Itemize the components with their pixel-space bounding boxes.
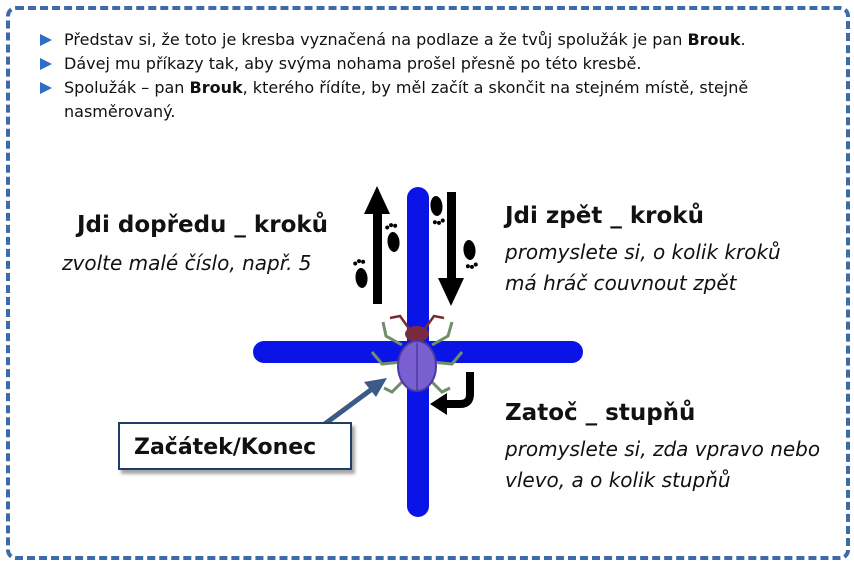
backward-command-hint-line1: promyslete si, o kolik kroků bbox=[505, 240, 781, 264]
instruction-text: Spolužák – pan bbox=[64, 78, 190, 97]
instruction-text: Představ si, že toto je kresba vyznačená na podlaze a že tvůj spolužák je pan bbox=[64, 30, 688, 49]
start-end-label: Začátek/Konec bbox=[134, 435, 317, 460]
turn-command-hint-line2: vlevo, a o kolik stupňů bbox=[505, 468, 731, 492]
instruction-text: Dávej mu příkazy tak, aby svýma nohama prošel přesně po této kresbě. bbox=[64, 54, 642, 73]
forward-arrow-icon bbox=[364, 186, 390, 304]
backward-command-title: Jdi zpět _ kroků bbox=[505, 203, 704, 229]
instruction-bold: Brouk bbox=[189, 78, 243, 97]
backward-command-hint-line2: má hráč couvnout zpět bbox=[505, 271, 737, 295]
start-end-label-box bbox=[118, 422, 352, 470]
forward-command-hint: zvolte malé číslo, např. 5 bbox=[62, 251, 312, 275]
turn-command-title: Zatoč _ stupňů bbox=[505, 400, 696, 426]
turn-command-hint-line1: promyslete si, zda vpravo nebo bbox=[505, 437, 821, 461]
instruction-text: , kterého řídíte, by měl začít a skončit na stejném místě, stejně nasměrovaný. bbox=[64, 78, 749, 121]
forward-command-title: Jdi dopředu _ kroků bbox=[77, 212, 329, 238]
instruction-text: . bbox=[740, 30, 746, 49]
instruction-bold: Brouk bbox=[687, 30, 741, 49]
start-pointer-arrow-icon bbox=[322, 378, 387, 426]
turn-arrow-icon bbox=[430, 372, 470, 415]
